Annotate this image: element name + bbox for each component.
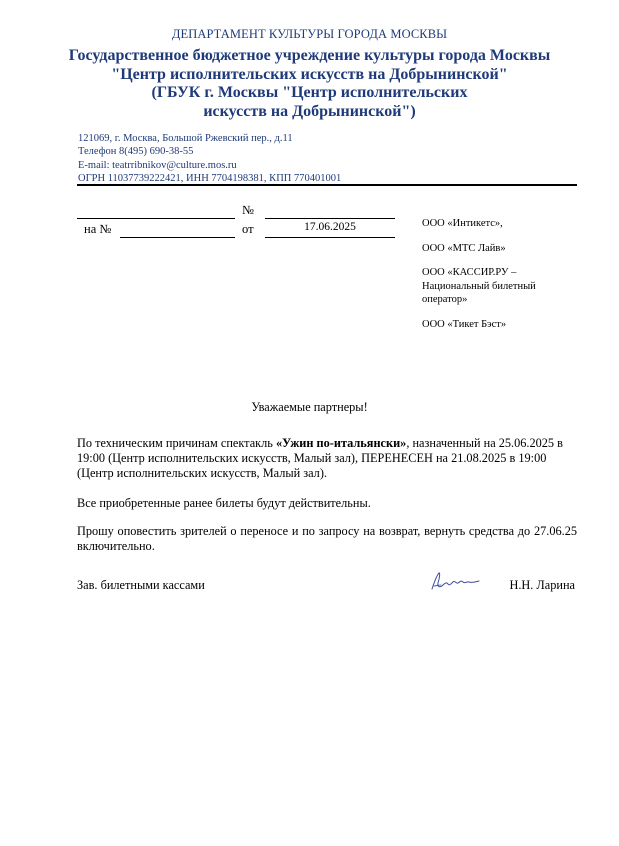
signatory-position: Зав. билетными кассами <box>77 578 205 592</box>
letterhead-divider <box>77 184 577 186</box>
body-paragraph <box>77 436 577 481</box>
organization-title <box>0 47 619 121</box>
performance-title: «Ужин по-итальянски» <box>275 436 407 450</box>
handwritten-signature <box>428 569 483 593</box>
body-paragraph: Все приобретенные ранее билеты будут действительны. <box>77 496 371 510</box>
org-title-line: искусств на Добрынинской") <box>203 102 416 120</box>
greeting: Уважаемые партнеры! <box>251 400 368 414</box>
paragraph-text: По техническим причинам спектакль <box>77 436 276 450</box>
org-title-line: "Центр исполнительских искусств на Добрынинской" <box>111 65 508 83</box>
outgoing-number-line <box>77 218 235 219</box>
email: E-mail: teatrribnikov@culture.mos.ru <box>78 159 237 171</box>
recipient: ООО «Тикет Бэст» <box>422 318 507 330</box>
address: 121069, г. Москва, Большой Ржевский пер., д.11 <box>78 133 293 144</box>
reference-number-line <box>120 237 235 238</box>
signatory-name: Н.Н. Ларина <box>509 578 575 592</box>
number-sign-label: № <box>242 203 254 217</box>
body-paragraph: Прошу оповестить зрителей о переносе и по запросу на возврат, вернуть средства до 27.06.25 включительно. <box>77 524 577 553</box>
recipients-list <box>422 217 572 342</box>
org-title-line: (ГБУК г. Москвы "Центр исполнительских <box>151 84 468 101</box>
phone: Телефон 8(495) 690-38-55 <box>78 146 194 158</box>
paragraph-text: , назначенный на 25.06.2025 в 19:00 (Центр исполнительских искусств, Малый зал), ПЕРЕНЕСЕН на 21.08.2025 в 19:00 (Центр исполнительских искусств, Малый зал). <box>77 436 563 480</box>
recipient: ООО «КАССИР.РУ – Национальный билетный оператор» <box>422 267 536 305</box>
letter-date: 17.06.2025 <box>304 221 356 233</box>
reference-number-label: на № <box>84 222 112 236</box>
recipient: ООО «Интикетс», <box>422 218 503 229</box>
org-title-line: Государственное бюджетное учреждение культуры города Москвы <box>68 47 551 64</box>
registration-ids: ОГРН 11037739222421, ИНН 7704198381, КПП 770401001 <box>78 173 342 185</box>
outgoing-date-line <box>265 218 395 219</box>
recipient: ООО «МТС Лайв» <box>422 242 506 254</box>
contact-block <box>78 132 341 186</box>
from-label: от <box>242 222 254 236</box>
department-name: ДЕПАРТАМЕНТ КУЛЬТУРЫ ГОРОДА МОСКВЫ <box>171 27 448 41</box>
reference-date-line <box>265 237 395 238</box>
